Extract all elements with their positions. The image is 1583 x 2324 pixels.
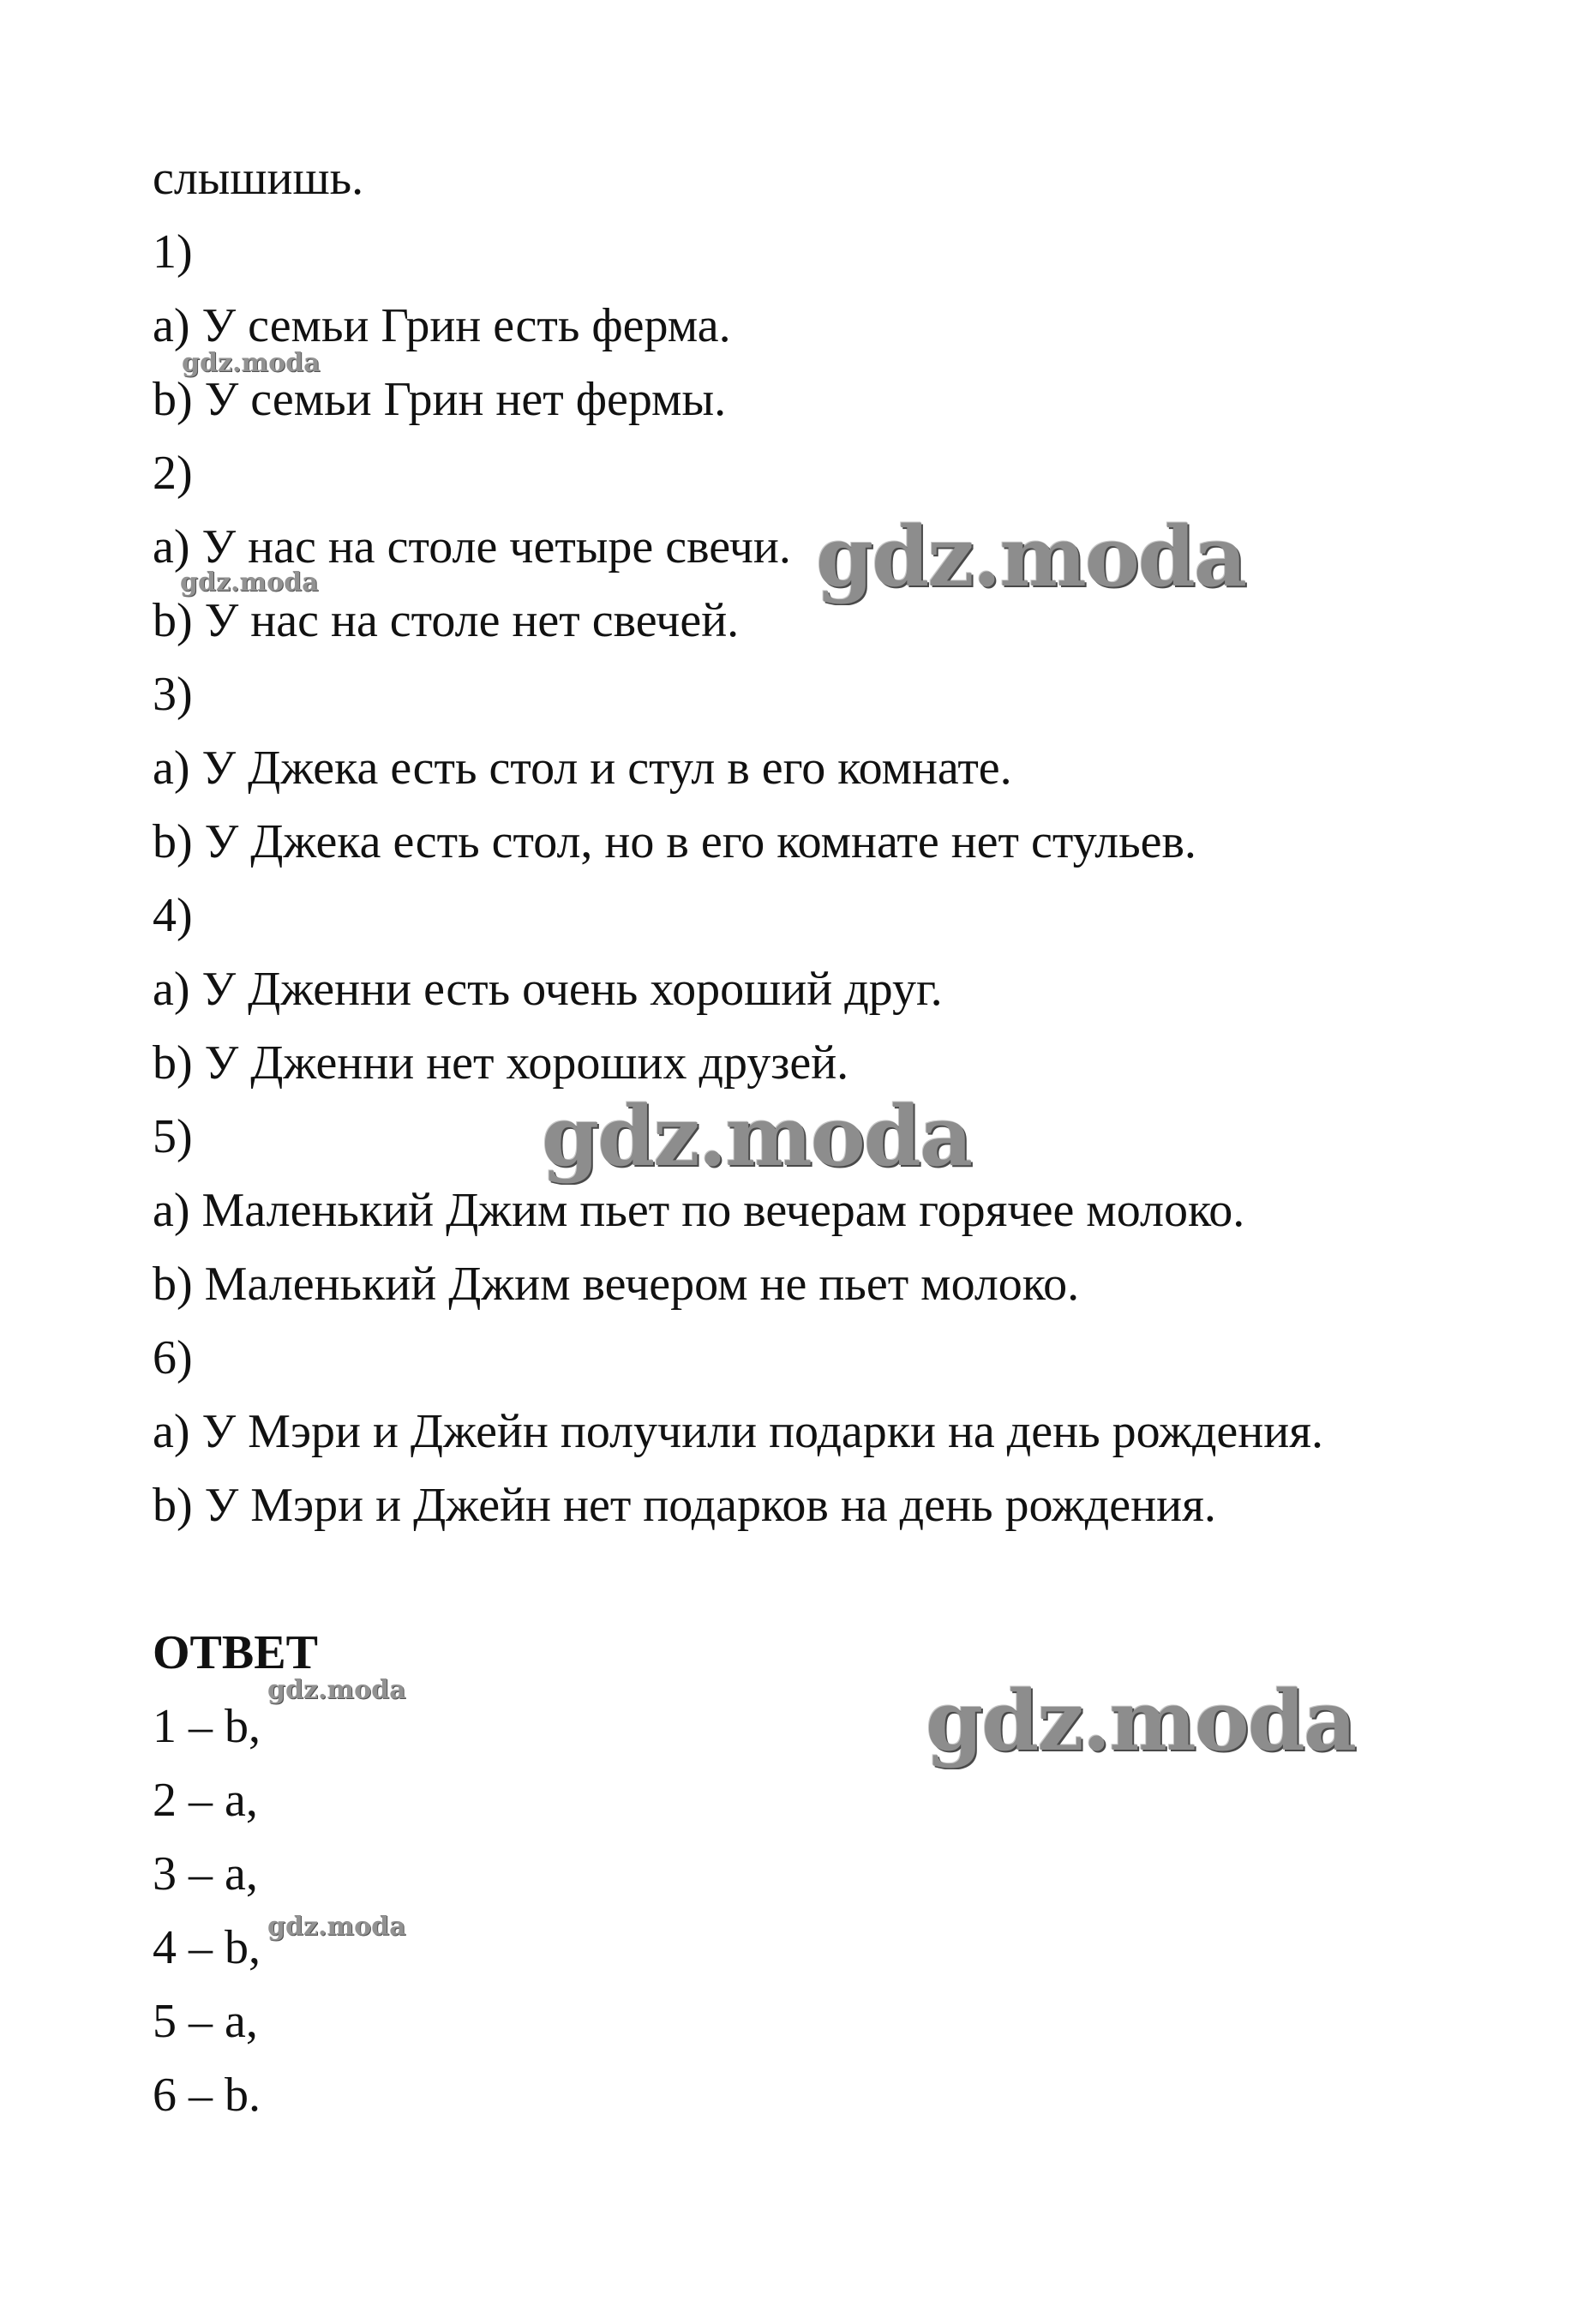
item-3-option-a: a) У Джека есть стол и стул в его комнате. (153, 742, 1012, 795)
answer-item-3: 3 – a, (153, 1847, 258, 1901)
item-6-option-b: b) У Мэри и Джейн нет подарков на день рождения. (153, 1479, 1216, 1532)
answer-item-4: 4 – b, (153, 1921, 261, 1974)
item-6-option-a: a) У Мэри и Джейн получили подарки на день рождения. (153, 1405, 1323, 1458)
item-1-option-a: a) У семьи Грин есть ферма. (153, 299, 731, 352)
watermark-large: gdz.moda (816, 508, 1246, 605)
item-2-option-a: a) У нас на столе четыре свечи. (153, 520, 791, 573)
item-5-option-a: a) Маленький Джим пьет по вечерам горячее молоко. (153, 1184, 1245, 1237)
watermark-small: gdz.moda (182, 348, 321, 378)
text-line-continuation: слышишь. (153, 152, 364, 205)
item-2-option-b: b) У нас на столе нет свечей. (153, 594, 740, 647)
item-4-option-a: a) У Дженни есть очень хороший друг. (153, 963, 943, 1016)
item-3-option-b: b) У Джека есть стол, но в его комнате нет стульев. (153, 815, 1196, 868)
watermark-large: gdz.moda (542, 1088, 972, 1185)
watermark-large: gdz.moda (926, 1672, 1356, 1769)
answer-heading: ОТВЕТ (153, 1626, 318, 1679)
answer-item-5: 5 – a, (153, 1995, 258, 2048)
answer-item-1: 1 – b, (153, 1700, 261, 1753)
item-number-1: 1) (153, 225, 193, 279)
answer-item-2: 2 – a, (153, 1774, 258, 1827)
item-5-option-b: b) Маленький Джим вечером не пьет молоко. (153, 1258, 1080, 1311)
item-number-3: 3) (153, 668, 193, 721)
item-number-5: 5) (153, 1110, 193, 1163)
item-number-6: 6) (153, 1331, 193, 1384)
item-1-option-b: b) У семьи Грин нет фермы. (153, 373, 727, 426)
answer-item-6: 6 – b. (153, 2069, 261, 2122)
item-number-4: 4) (153, 889, 193, 942)
watermark-small: gdz.moda (267, 1912, 406, 1942)
watermark-small: gdz.moda (180, 567, 319, 598)
watermark-small: gdz.moda (267, 1675, 406, 1705)
item-4-option-b: b) У Дженни нет хороших друзей. (153, 1036, 849, 1090)
item-number-2: 2) (153, 447, 193, 500)
